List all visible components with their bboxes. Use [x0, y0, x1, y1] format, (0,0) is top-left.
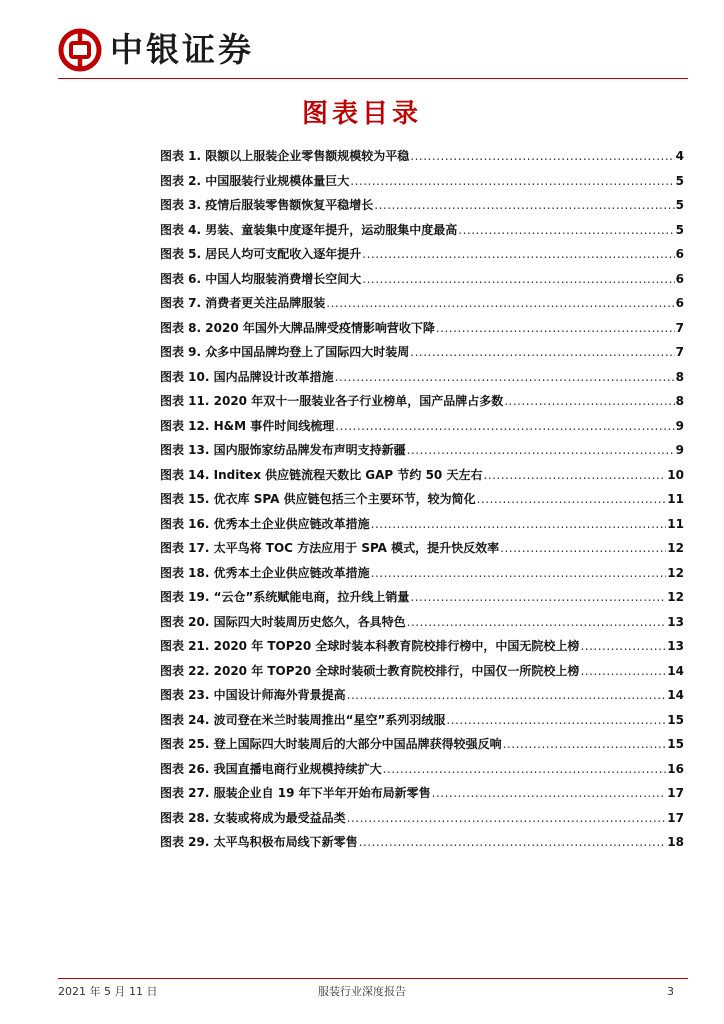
toc-entry[interactable] — [160, 389, 684, 414]
toc-entry[interactable] — [160, 316, 684, 341]
toc-leader-dots — [410, 144, 674, 169]
toc-leader-dots — [432, 781, 667, 806]
toc-leader-dots — [410, 340, 674, 365]
toc-entry-label: 图表 23. 中国设计师海外背景提高 — [160, 688, 346, 702]
toc-entry-label: 图表 13. 国内服饰家纺品牌发布声明支持新疆 — [160, 443, 406, 457]
toc-entry-label: 图表 24. 波司登在米兰时装周推出“星空”系列羽绒服 — [160, 712, 446, 727]
toc-entry[interactable] — [160, 512, 684, 537]
toc-entry[interactable] — [160, 659, 684, 684]
toc-entry-page: 6 — [675, 296, 684, 310]
toc-leader-dots — [374, 193, 674, 218]
toc-entry-label: 图表 15. 优衣库 SPA 供应链包括三个主要环节，较为简化 — [160, 492, 476, 506]
toc-entry[interactable] — [160, 463, 684, 488]
toc-entry-page: 12 — [667, 541, 684, 555]
toc-entry-page: 11 — [667, 492, 684, 506]
toc-leader-dots — [410, 585, 666, 610]
toc-entry-label: 图表 20. 国际四大时装周历史悠久，各具特色 — [160, 614, 406, 629]
toc-entry[interactable] — [160, 536, 684, 561]
toc-leader-dots — [407, 610, 667, 635]
toc-entry[interactable] — [160, 242, 684, 267]
toc-entry-label: 图表 17. 太平鸟将 TOC 方法应用于 SPA 模式，提升快反效率 — [160, 541, 500, 555]
brand-name: 中银证券 — [110, 30, 254, 69]
toc-leader-dots — [362, 267, 674, 292]
toc-entry-page: 12 — [667, 590, 684, 604]
toc-entry[interactable] — [160, 781, 684, 806]
toc-entry[interactable] — [160, 683, 684, 708]
toc-entry-label: 图表 19. “云仓”系统赋能电商，拉升线上销量 — [160, 590, 410, 604]
toc-entry-page: 9 — [675, 443, 684, 457]
toc-entry-page: 7 — [675, 345, 684, 359]
toc-entry-page: 14 — [667, 663, 684, 678]
toc-entry-page: 13 — [667, 639, 684, 653]
toc-entry-label: 图表 26. 我国直播电商行业规模持续扩大 — [160, 761, 382, 776]
toc-entry[interactable] — [160, 561, 684, 586]
toc-entry-label: 图表 2. 中国服装行业规模体量巨大 — [160, 173, 350, 188]
footer-report-title: 服装行业深度报告 — [318, 985, 406, 998]
toc-entry-page: 4 — [675, 149, 684, 163]
toc-leader-dots — [500, 536, 666, 561]
toc-leader-dots — [446, 708, 666, 733]
toc-leader-dots — [335, 414, 674, 439]
header-divider — [58, 78, 688, 79]
toc-entry-label: 图表 16. 优秀本土企业供应链改革措施 — [160, 516, 370, 531]
toc-entry[interactable] — [160, 806, 684, 831]
toc-leader-dots — [362, 242, 674, 267]
toc-entry-label: 图表 29. 太平鸟积极布局线下新零售 — [160, 835, 358, 849]
figure-toc-list — [160, 144, 684, 855]
toc-leader-dots — [359, 830, 667, 855]
toc-entry-page: 6 — [675, 247, 684, 261]
toc-entry[interactable] — [160, 634, 684, 659]
toc-entry-label: 图表 7. 消费者更关注品牌服装 — [160, 296, 326, 310]
toc-entry[interactable] — [160, 708, 684, 733]
toc-leader-dots — [503, 732, 667, 757]
toc-entry[interactable] — [160, 193, 684, 218]
toc-entry-page: 5 — [675, 222, 684, 237]
toc-entry-page: 7 — [675, 320, 684, 335]
footer-page-number: 3 — [667, 985, 674, 998]
toc-leader-dots — [458, 218, 674, 243]
toc-entry-label: 图表 1. 限额以上服装企业零售额规模较为平稳 — [160, 149, 410, 163]
toc-leader-dots — [383, 757, 667, 782]
toc-entry-label: 图表 18. 优秀本土企业供应链改革措施 — [160, 565, 370, 580]
toc-entry-page: 18 — [667, 835, 684, 849]
toc-leader-dots — [477, 487, 667, 512]
toc-leader-dots — [335, 365, 675, 390]
toc-entry-label: 图表 6. 中国人均服装消费增长空间大 — [160, 271, 362, 286]
toc-entry[interactable] — [160, 340, 684, 365]
toc-leader-dots — [407, 438, 675, 463]
page-header — [58, 28, 688, 80]
toc-entry[interactable] — [160, 438, 684, 463]
toc-entry-page: 12 — [667, 565, 684, 580]
toc-entry-label: 图表 5. 居民人均可支配收入逐年提升 — [160, 247, 362, 261]
toc-entry[interactable] — [160, 830, 684, 855]
footer-divider — [58, 978, 688, 979]
toc-leader-dots — [483, 463, 666, 488]
toc-entry[interactable] — [160, 291, 684, 316]
toc-entry-label: 图表 25. 登上国际四大时装周后的大部分中国品牌获得较强反响 — [160, 737, 502, 751]
toc-entry[interactable] — [160, 169, 684, 194]
toc-entry-label: 图表 21. 2020 年 TOP20 全球时装本科教育院校排行榜中，中国无院校上榜 — [160, 639, 580, 653]
toc-entry-label: 图表 14. Inditex 供应链流程天数比 GAP 节约 50 天左右 — [160, 467, 483, 482]
toc-entry-label: 图表 27. 服装企业自 19 年下半年开始布局新零售 — [160, 786, 431, 800]
toc-entry-page: 15 — [667, 737, 684, 751]
toc-entry-page: 5 — [675, 173, 684, 188]
bank-of-china-logo-icon — [58, 28, 102, 72]
toc-entry-page: 9 — [675, 418, 684, 433]
toc-entry-label: 图表 8. 2020 年国外大牌品牌受疫情影响营收下降 — [160, 320, 435, 335]
toc-entry-page: 8 — [675, 369, 684, 384]
toc-entry-label: 图表 4. 男装、童装集中度逐年提升，运动服集中度最高 — [160, 222, 458, 237]
toc-entry-page: 17 — [667, 786, 684, 800]
toc-leader-dots — [436, 316, 675, 341]
toc-entry[interactable] — [160, 732, 684, 757]
toc-entry-page: 15 — [667, 712, 684, 727]
toc-entry[interactable] — [160, 610, 684, 635]
toc-entry-page: 17 — [667, 810, 684, 825]
toc-entry-page: 14 — [667, 688, 684, 702]
toc-entry[interactable] — [160, 414, 684, 439]
toc-leader-dots — [347, 683, 667, 708]
toc-leader-dots — [580, 659, 666, 684]
toc-entry[interactable] — [160, 144, 684, 169]
toc-entry-page: 13 — [667, 614, 684, 629]
toc-leader-dots — [350, 169, 674, 194]
toc-entry-label: 图表 3. 疫情后服装零售额恢复平稳增长 — [160, 198, 374, 212]
toc-entry-page: 8 — [675, 394, 684, 408]
toc-entry-label: 图表 10. 国内品牌设计改革措施 — [160, 369, 334, 384]
toc-entry[interactable] — [160, 585, 684, 610]
toc-entry[interactable] — [160, 218, 684, 243]
toc-leader-dots — [504, 389, 674, 414]
toc-entry-page: 10 — [667, 467, 684, 482]
toc-entry[interactable] — [160, 267, 684, 292]
toc-entry-page: 11 — [667, 516, 684, 531]
toc-title: 图表目录 — [301, 99, 422, 129]
toc-entry-page: 16 — [667, 761, 684, 776]
toc-entry[interactable] — [160, 365, 684, 390]
toc-entry-label: 图表 28. 女装或将成为最受益品类 — [160, 810, 346, 825]
toc-entry[interactable] — [160, 487, 684, 512]
toc-leader-dots — [347, 806, 667, 831]
toc-entry-label: 图表 12. H&M 事件时间线梳理 — [160, 418, 335, 433]
toc-leader-dots — [371, 512, 667, 537]
toc-entry-page: 6 — [675, 271, 684, 286]
toc-entry-label: 图表 9. 众多中国品牌均登上了国际四大时装周 — [160, 345, 410, 359]
footer-date: 2021 年 5 月 11 日 — [58, 985, 158, 998]
toc-entry-label: 图表 22. 2020 年 TOP20 全球时装硕士教育院校排行，中国仅一所院校上榜 — [160, 663, 580, 678]
toc-entry[interactable] — [160, 757, 684, 782]
toc-leader-dots — [326, 291, 674, 316]
toc-entry-page: 5 — [675, 198, 684, 212]
toc-leader-dots — [371, 561, 667, 586]
toc-leader-dots — [580, 634, 666, 659]
toc-entry-label: 图表 11. 2020 年双十一服装业各子行业榜单，国产品牌占多数 — [160, 394, 504, 408]
